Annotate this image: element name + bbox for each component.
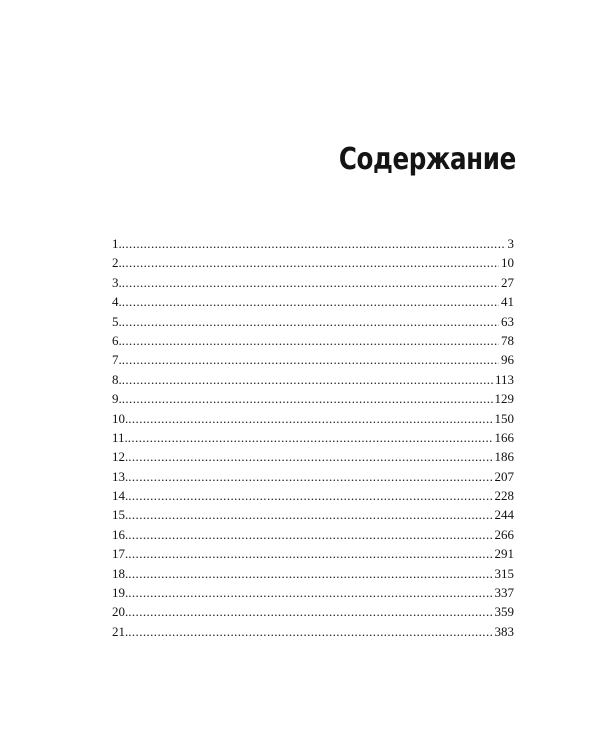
- toc-leader-dots: [128, 428, 493, 447]
- toc-leader-dots: [128, 505, 492, 524]
- toc-leader-dots: [128, 544, 492, 563]
- toc-entry-page: 113: [494, 371, 514, 387]
- toc-entry[interactable]: [112, 350, 514, 369]
- toc-entry-number: 1.: [112, 236, 122, 251]
- toc-entry-page: 63: [501, 313, 514, 329]
- toc-entry[interactable]: [112, 583, 514, 602]
- toc-entry-page: 3: [507, 236, 514, 251]
- toc-leader-dots: [128, 467, 492, 486]
- toc-entry-page: 266: [494, 526, 514, 542]
- toc-entry[interactable]: [112, 447, 514, 466]
- toc-leader-dots: [128, 564, 492, 583]
- toc-leader-dots: [122, 273, 499, 292]
- toc-entry-page: 41: [501, 294, 514, 310]
- table-of-contents: [112, 234, 514, 641]
- toc-leader-dots: [128, 583, 492, 602]
- toc-entry-number: 4.: [112, 294, 122, 310]
- toc-leader-dots: [128, 602, 492, 621]
- toc-entry-number: 3.: [112, 274, 122, 290]
- toc-entry-number: 7.: [112, 352, 122, 368]
- toc-entry[interactable]: [112, 370, 514, 389]
- toc-entry-page: 359: [494, 604, 514, 620]
- toc-leader-dots: [122, 350, 499, 369]
- toc-entry[interactable]: [112, 505, 514, 524]
- toc-entry[interactable]: [112, 622, 514, 641]
- toc-entry-number: 2.: [112, 255, 122, 271]
- toc-entry[interactable]: [112, 564, 514, 583]
- toc-leader-dots: [128, 486, 492, 505]
- toc-entry-page: 186: [494, 449, 514, 465]
- toc-entry[interactable]: [112, 467, 514, 486]
- toc-entry-page: 337: [494, 585, 514, 601]
- toc-entry[interactable]: [112, 273, 514, 292]
- toc-leader-dots: [128, 525, 492, 544]
- toc-entry-page: 315: [494, 565, 514, 581]
- toc-entry[interactable]: [112, 389, 514, 408]
- toc-leader-dots: [122, 253, 499, 272]
- toc-entry-number: 13.: [112, 468, 129, 484]
- toc-entry-number: 18.: [112, 565, 129, 581]
- toc-leader-dots: [122, 331, 499, 350]
- toc-entry-number: 12.: [112, 449, 129, 465]
- toc-leader-dots: [122, 370, 493, 389]
- toc-entry-number: 20.: [112, 604, 129, 620]
- toc-entry[interactable]: [112, 544, 514, 563]
- toc-entry-page: 27: [501, 274, 514, 290]
- toc-entry-page: 228: [494, 488, 514, 504]
- toc-entry[interactable]: [112, 292, 514, 311]
- toc-entry-page: 166: [494, 429, 514, 445]
- toc-entry-page: 207: [494, 468, 514, 484]
- toc-entry-number: 19.: [112, 585, 129, 601]
- toc-leader-dots: [122, 389, 493, 408]
- toc-leader-dots: [128, 622, 492, 641]
- toc-entry[interactable]: [112, 234, 514, 253]
- toc-entry-page: 150: [494, 410, 514, 426]
- toc-entry[interactable]: [112, 331, 514, 350]
- toc-entry-number: 6.: [112, 332, 122, 348]
- toc-entry[interactable]: [112, 409, 514, 428]
- toc-entry-page: 10: [501, 255, 514, 271]
- toc-entry[interactable]: [112, 312, 514, 331]
- toc-entry-page: 78: [501, 332, 514, 348]
- toc-entry-number: 9.: [112, 391, 122, 407]
- toc-entry-number: 8.: [112, 371, 122, 387]
- toc-entry-number: 16.: [112, 526, 129, 542]
- toc-entry[interactable]: [112, 602, 514, 621]
- toc-entry[interactable]: [112, 428, 514, 447]
- toc-leader-dots: [122, 234, 506, 253]
- toc-leader-dots: [122, 292, 499, 311]
- page-title: Содержание: [338, 142, 516, 177]
- toc-leader-dots: [122, 312, 499, 331]
- toc-entry-page: 291: [494, 546, 514, 562]
- toc-leader-dots: [128, 409, 492, 428]
- toc-entry[interactable]: [112, 486, 514, 505]
- toc-leader-dots: [128, 447, 492, 466]
- toc-entry-number: 11.: [112, 429, 128, 445]
- toc-entry-number: 14.: [112, 488, 129, 504]
- toc-entry[interactable]: [112, 525, 514, 544]
- toc-entry-number: 17.: [112, 546, 129, 562]
- toc-entry-number: 10.: [112, 410, 129, 426]
- toc-entry-page: 96: [501, 352, 514, 368]
- toc-entry-page: 383: [494, 623, 514, 639]
- toc-entry-number: 21.: [112, 623, 129, 639]
- toc-entry[interactable]: [112, 253, 514, 272]
- toc-entry-page: 244: [494, 507, 514, 523]
- toc-entry-number: 5.: [112, 313, 122, 329]
- toc-entry-number: 15.: [112, 507, 129, 523]
- toc-entry-page: 129: [494, 391, 514, 407]
